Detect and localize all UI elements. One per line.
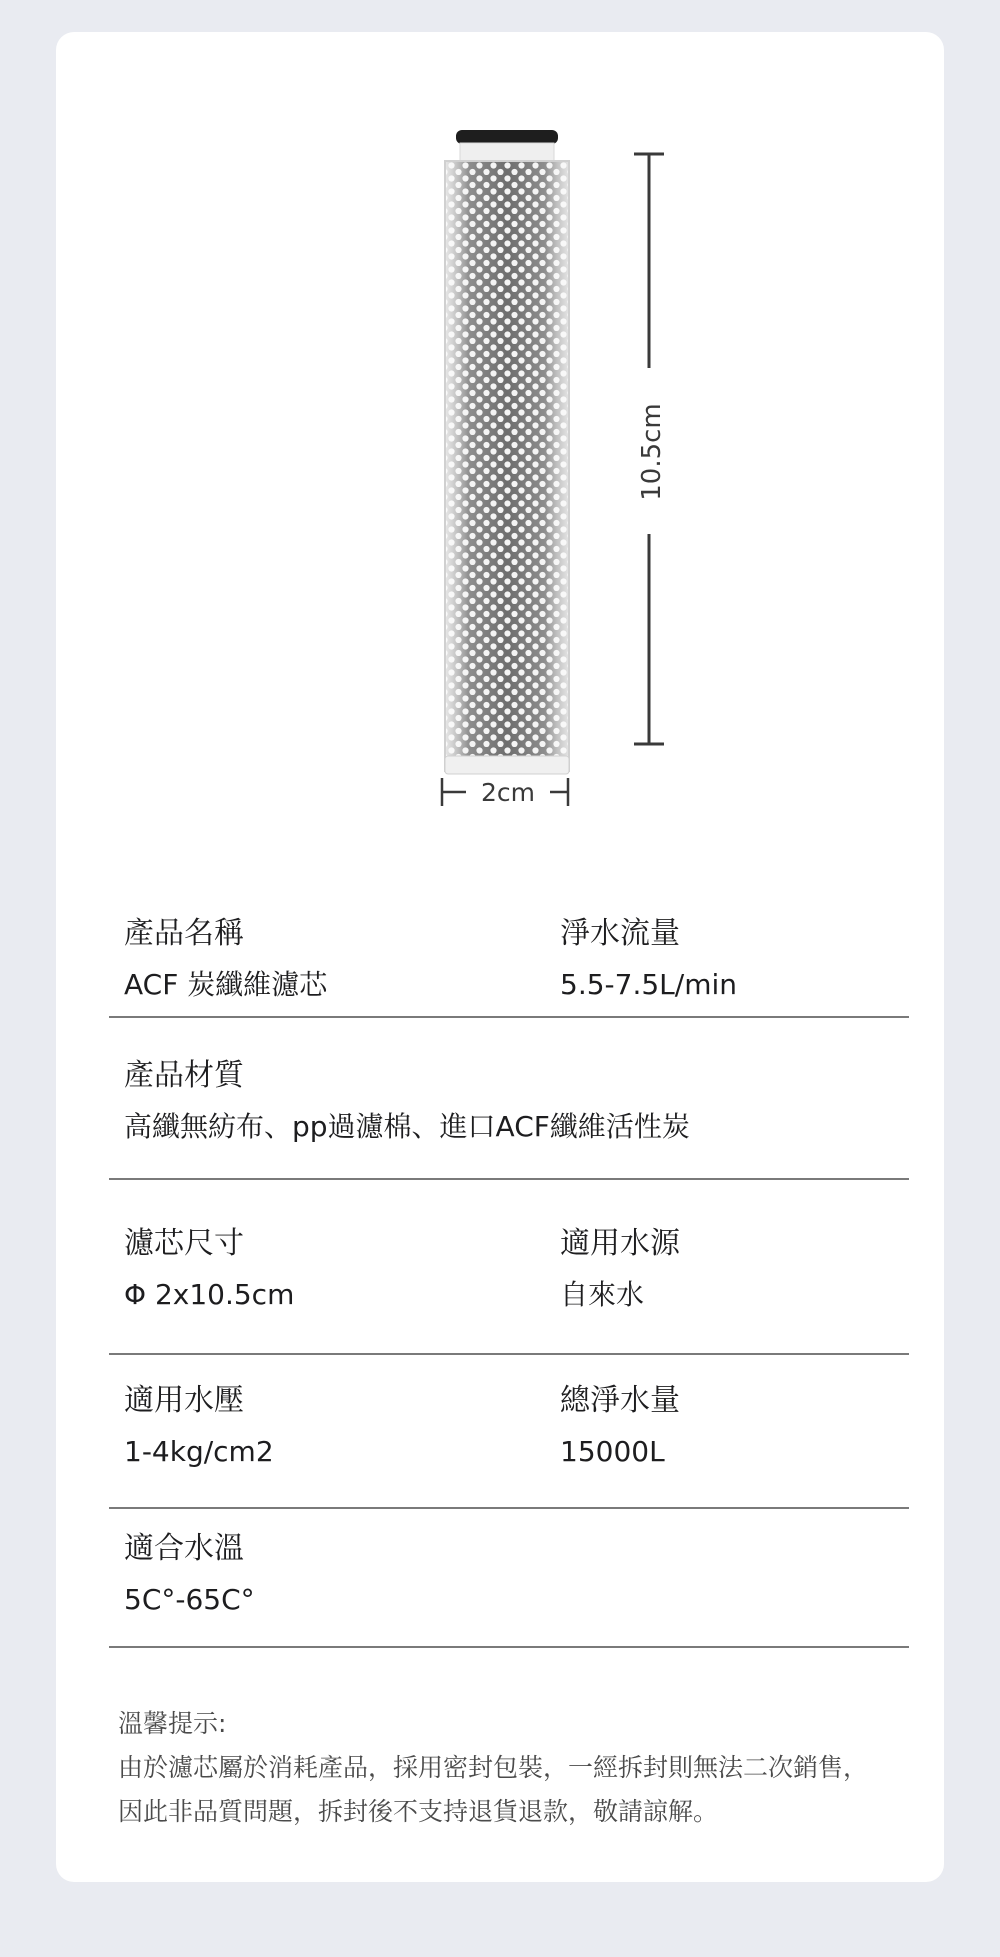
spec-row [109,1509,909,1648]
spec-water-source [560,1226,680,1312]
spec-label: 淨水流量 [560,916,680,951]
notice-body: 由於濾芯屬於消耗產品，採用密封包裝，一經拆封則無法二次銷售，因此非品質問題，拆封後不支持退貨退款，敬請諒解。 [118,1753,869,1826]
spec-row [109,868,909,1018]
spec-total-capacity [560,1383,680,1469]
spec-value: 15000L [560,1435,665,1468]
filter-cartridge-image [56,32,944,862]
spec-flow-rate [560,916,737,1002]
spec-label: 適用水源 [560,1226,680,1261]
spec-value: 5C°-65C° [124,1583,255,1616]
spec-table [109,868,909,1648]
spec-row [109,1180,909,1355]
spec-water-temperature [124,1531,255,1617]
spec-label: 適用水壓 [124,1383,244,1418]
width-dimension-label: 2cm [480,778,536,807]
spec-value: 1-4kg/cm2 [124,1435,274,1468]
spec-label: 適合水溫 [124,1531,244,1566]
spec-material [124,1058,690,1144]
spec-value: Φ 2x10.5cm [124,1278,295,1311]
product-card [56,32,944,1882]
spec-product-name [124,916,327,1002]
spec-label: 濾芯尺寸 [124,1226,244,1261]
spec-value: ACF 炭纖維濾芯 [124,968,328,1001]
spec-filter-size [124,1226,294,1312]
spec-label: 產品名稱 [124,916,244,951]
o-ring [456,130,558,144]
spec-water-pressure [124,1383,274,1469]
spec-label: 總淨水量 [560,1383,680,1418]
spec-row [109,1355,909,1509]
height-dimension-label: 10.5cm [637,403,667,501]
spec-value: 5.5-7.5L/min [560,968,737,1001]
spec-row [109,1018,909,1180]
warm-notice [118,1702,888,1834]
notice-title: 溫馨提示: [118,1709,227,1738]
spec-value: 自來水 [560,1278,645,1311]
spec-label: 產品材質 [124,1058,244,1093]
spec-value: 高纖無紡布、pp過濾棉、進口ACF纖維活性炭 [124,1110,690,1143]
